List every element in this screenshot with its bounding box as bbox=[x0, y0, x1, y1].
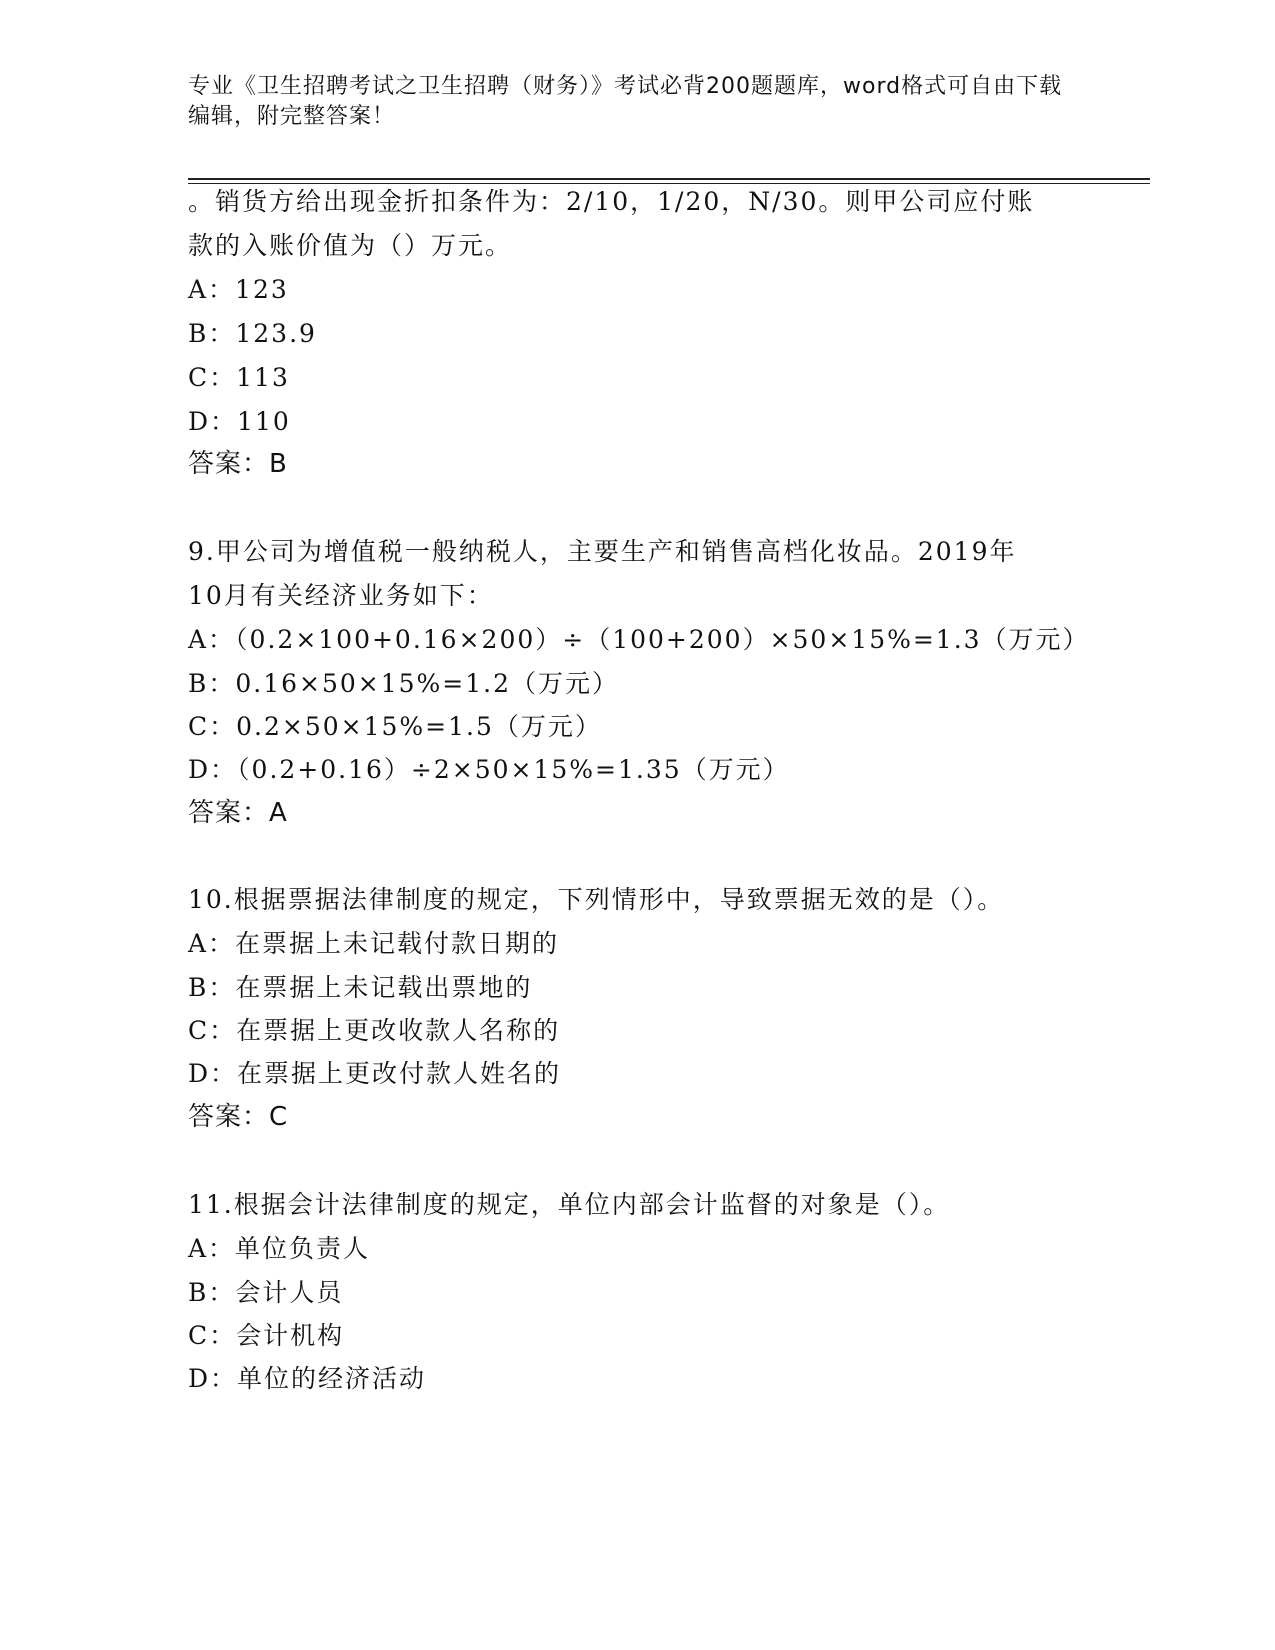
q9-answer: 答案：A bbox=[188, 798, 288, 828]
q11-option-c: C：会计机构 bbox=[188, 1321, 345, 1350]
q8-answer: 答案：B bbox=[188, 449, 288, 479]
q11-stem: 11.根据会计法律制度的规定，单位内部会计监督的对象是（）。 bbox=[188, 1190, 951, 1219]
q11-option-a: A：单位负责人 bbox=[188, 1234, 371, 1263]
q10-answer: 答案：C bbox=[188, 1102, 289, 1132]
header-rule-thick bbox=[188, 178, 1150, 180]
q8-stem-line2: 款的入账价值为（）万元。 bbox=[188, 231, 513, 260]
q8-stem-line1: 。销货方给出现金折扣条件为：2/10，1/20，N/30。则甲公司应付账 bbox=[188, 187, 1035, 216]
q10-option-c: C：在票据上更改收款人名称的 bbox=[188, 1016, 561, 1045]
q10-stem: 10.根据票据法律制度的规定，下列情形中，导致票据无效的是（）。 bbox=[188, 885, 1005, 914]
q11-option-d: D：单位的经济活动 bbox=[188, 1364, 427, 1393]
q9-stem-line1: 9.甲公司为增值税一般纳税人，主要生产和销售高档化妆品。2019年 bbox=[188, 537, 1017, 566]
q10-option-b: B：在票据上未记载出票地的 bbox=[188, 973, 533, 1002]
q10-option-a: A：在票据上未记载付款日期的 bbox=[188, 929, 560, 958]
q11-option-b: B：会计人员 bbox=[188, 1278, 344, 1307]
q9-stem-line2: 10月有关经济业务如下： bbox=[188, 581, 494, 610]
q9-option-a: A：（0.2×100+0.16×200）÷（100+200）×50×15%=1.3（万元） bbox=[188, 625, 1090, 654]
q8-option-c: C：113 bbox=[188, 363, 290, 392]
q8-option-d: D：110 bbox=[188, 407, 291, 436]
q9-option-c: C：0.2×50×15%=1.5（万元） bbox=[188, 712, 602, 741]
q8-option-a: A：123 bbox=[188, 275, 289, 304]
q8-option-b: B：123.9 bbox=[188, 319, 317, 348]
q9-option-d: D：（0.2+0.16）÷2×50×15%=1.35（万元） bbox=[188, 755, 790, 784]
q10-option-d: D：在票据上更改付款人姓名的 bbox=[188, 1059, 562, 1088]
q9-option-b: B：0.16×50×15%=1.2（万元） bbox=[188, 669, 620, 698]
document-header: 专业《卫生招聘考试之卫生招聘（财务）》考试必背200题题库，word格式可自由下载编辑，附完整答案！ bbox=[188, 74, 1063, 129]
header-rule-thin bbox=[188, 183, 1150, 184]
